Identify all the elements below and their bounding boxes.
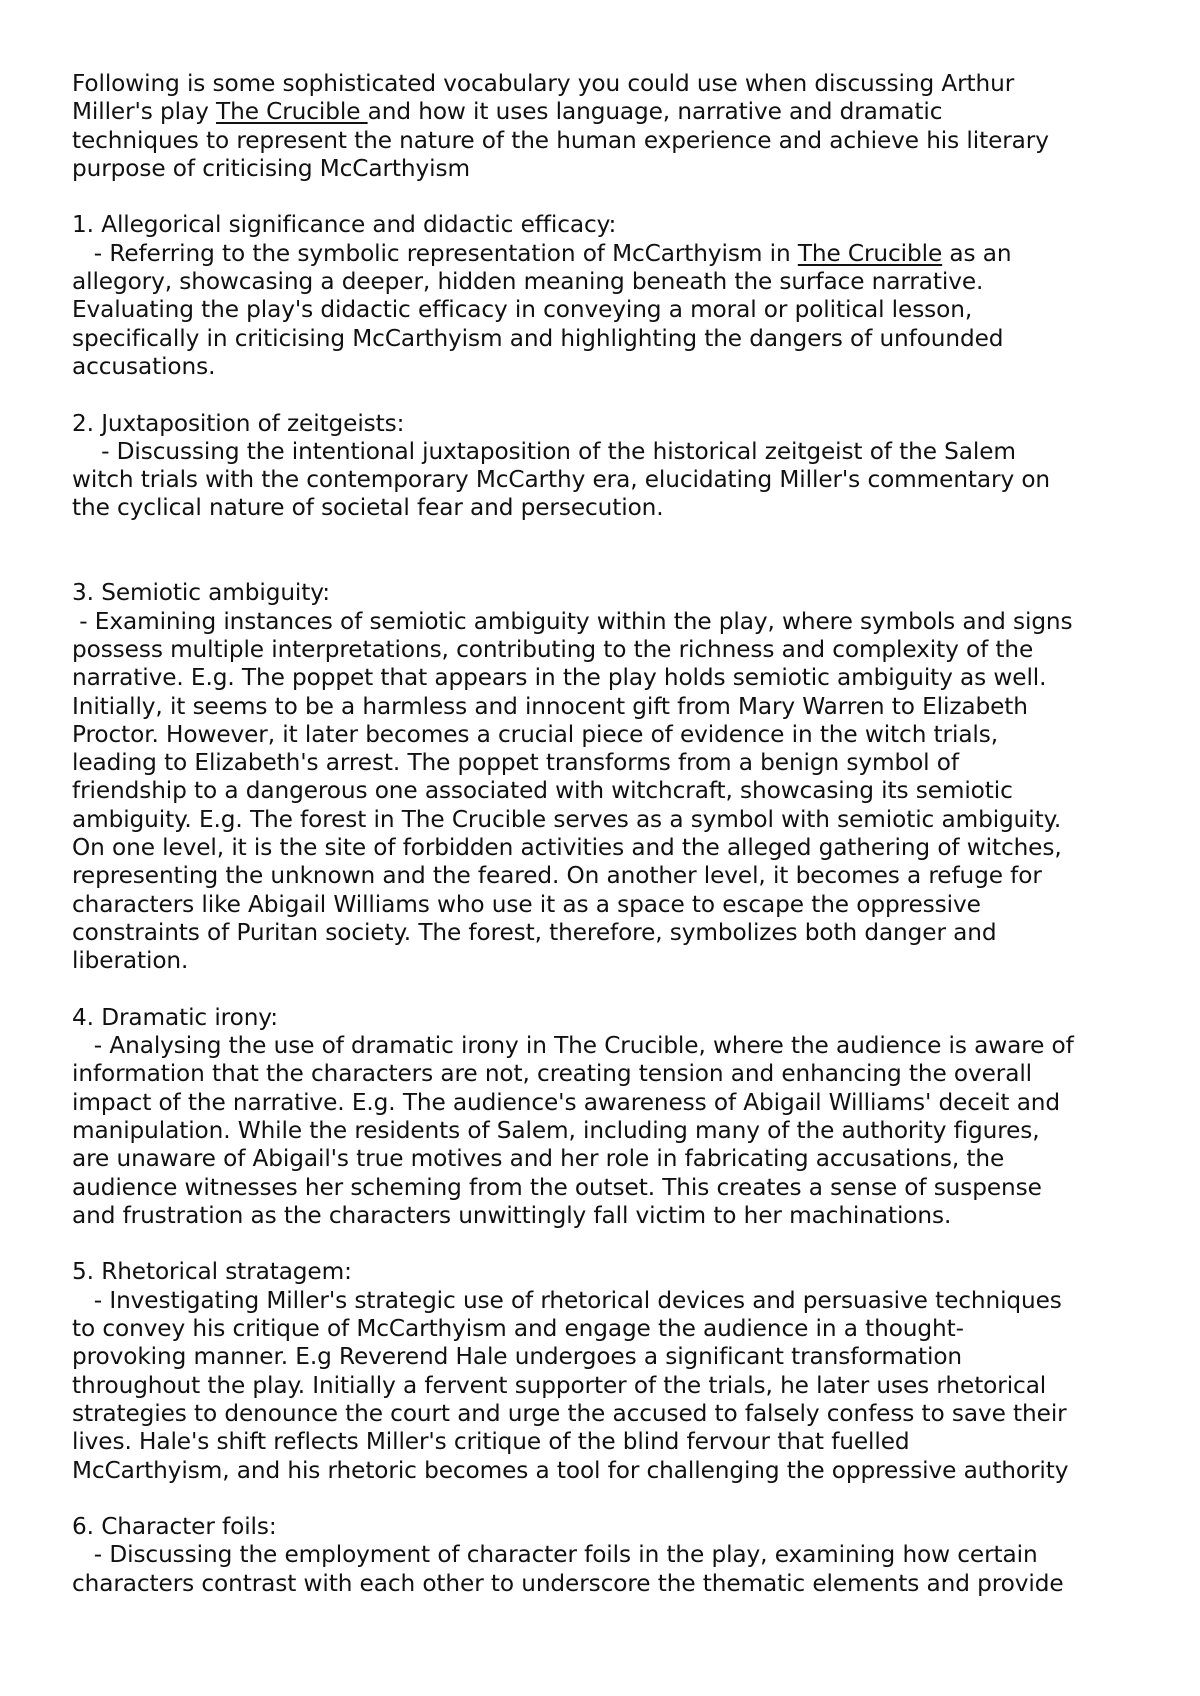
text-line: Initially, it seems to be a harmless and innocent gift from Mary Warren to Elizabeth: [72, 692, 1028, 720]
text-line: techniques to represent the nature of the human experience and achieve his literary: [72, 126, 1049, 154]
text-line: characters contrast with each other to underscore the thematic elements and provide: [72, 1569, 1064, 1597]
intro-paragraph: [72, 70, 1162, 183]
section-heading: 1. Allegorical significance and didactic efficacy:: [72, 211, 617, 239]
text-run: Miller's play: [72, 98, 217, 126]
blank-line: [72, 976, 1162, 1004]
text-line: McCarthyism, and his rhetoric becomes a tool for challenging the oppressive authority: [72, 1456, 1069, 1484]
section-semiotic-ambiguity: [72, 579, 1162, 975]
text-line: - Discussing the intentional juxtaposition of the historical zeitgeist of the Salem: [72, 437, 1016, 465]
section-juxtaposition: [72, 410, 1162, 523]
document-body: [72, 70, 1162, 1598]
text-line: [72, 98, 1162, 126]
section-character-foils: [72, 1513, 1162, 1598]
text-line: impact of the narrative. E.g. The audience's awareness of Abigail Williams' deceit and: [72, 1088, 1061, 1116]
blank-line: [72, 1485, 1162, 1513]
text-line: audience witnesses her scheming from the outset. This creates a sense of suspense: [72, 1173, 1042, 1201]
blank-line: [72, 1230, 1162, 1258]
text-line: - Investigating Miller's strategic use of rhetorical devices and persuasive techniques: [72, 1286, 1062, 1314]
text-line: throughout the play. Initially a fervent supporter of the trials, he later uses rhetorical: [72, 1371, 1047, 1399]
text-line: to convey his critique of McCarthyism and engage the audience in a thought-: [72, 1315, 964, 1343]
section-rhetorical-stratagem: [72, 1258, 1162, 1484]
text-line: purpose of criticising McCarthyism: [72, 154, 470, 182]
section-heading: 2. Juxtaposition of zeitgeists:: [72, 409, 405, 437]
text-line: specifically in criticising McCarthyism and highlighting the dangers of unfounded: [72, 324, 1004, 352]
text-line: ambiguity. E.g. The forest in The Crucible serves as a symbol with semiotic ambiguity.: [72, 805, 1062, 833]
text-line: provoking manner. E.g Reverend Hale undergoes a significant transformation: [72, 1343, 963, 1371]
section-heading: 6. Character foils:: [72, 1513, 277, 1541]
text-line: strategies to denounce the court and urge the accused to falsely confess to save their: [72, 1399, 1067, 1427]
text-line: Following is some sophisticated vocabulary you could use when discussing Arthur: [72, 70, 1015, 97]
text-line: possess multiple interpretations, contributing to the richness and complexity of the: [72, 635, 1034, 663]
text-line: friendship to a dangerous one associated with witchcraft, showcasing its semiotic: [72, 777, 1013, 805]
blank-line: [72, 381, 1162, 409]
play-title-underlined: The Crucible: [797, 239, 943, 267]
text-line: witch trials with the contemporary McCarthy era, elucidating Miller's commentary on: [72, 466, 1051, 494]
text-line: the cyclical nature of societal fear and persecution.: [72, 494, 664, 522]
text-line: [72, 240, 1162, 268]
text-line: Evaluating the play's didactic efficacy in conveying a moral or political lesson,: [72, 296, 973, 324]
text-line: are unaware of Abigail's true motives and her role in fabricating accusations, the: [72, 1145, 1005, 1173]
blank-line: [72, 183, 1162, 211]
blank-line: [72, 551, 1162, 579]
blank-line: [72, 523, 1162, 551]
section-allegorical-significance: [72, 211, 1162, 381]
text-line: and frustration as the characters unwittingly fall victim to her machinations.: [72, 1201, 952, 1229]
text-line: representing the unknown and the feared. On another level, it becomes a refuge for: [72, 862, 1042, 890]
text-line: information that the characters are not, creating tension and enhancing the overall: [72, 1060, 1033, 1088]
text-line: constraints of Puritan society. The forest, therefore, symbolizes both danger and: [72, 918, 997, 946]
text-run: - Referring to the symbolic representation of McCarthyism in: [72, 239, 798, 267]
section-dramatic-irony: [72, 1004, 1162, 1230]
section-heading: 3. Semiotic ambiguity:: [72, 579, 330, 607]
text-line: - Analysing the use of dramatic irony in The Crucible, where the audience is aware of: [72, 1032, 1074, 1060]
text-run: as an: [942, 239, 1012, 267]
text-line: characters like Abigail Williams who use it as a space to escape the oppressive: [72, 890, 981, 918]
text-line: liberation.: [72, 947, 189, 975]
text-line: - Discussing the employment of character foils in the play, examining how certain: [72, 1541, 1038, 1569]
text-line: narrative. E.g. The poppet that appears in the play holds semiotic ambiguity as well.: [72, 664, 1047, 692]
text-line: accusations.: [72, 352, 216, 380]
text-run: and how it uses language, narrative and dramatic: [367, 98, 943, 126]
text-line: allegory, showcasing a deeper, hidden meaning beneath the surface narrative.: [72, 268, 984, 296]
text-line: lives. Hale's shift reflects Miller's critique of the blind fervour that fuelled: [72, 1428, 910, 1456]
section-heading: 4. Dramatic irony:: [72, 1003, 278, 1031]
text-line: leading to Elizabeth's arrest. The poppet transforms from a benign symbol of: [72, 749, 959, 777]
text-line: manipulation. While the residents of Salem, including many of the authority figures,: [72, 1116, 1040, 1144]
play-title-underlined: The Crucible: [216, 98, 368, 126]
text-line: - Examining instances of semiotic ambiguity within the play, where symbols and signs: [72, 607, 1073, 635]
text-line: On one level, it is the site of forbidden activities and the alleged gathering of witches,: [72, 834, 1062, 862]
section-heading: 5. Rhetorical stratagem:: [72, 1258, 352, 1286]
text-line: Proctor. However, it later becomes a crucial piece of evidence in the witch trials,: [72, 720, 999, 748]
